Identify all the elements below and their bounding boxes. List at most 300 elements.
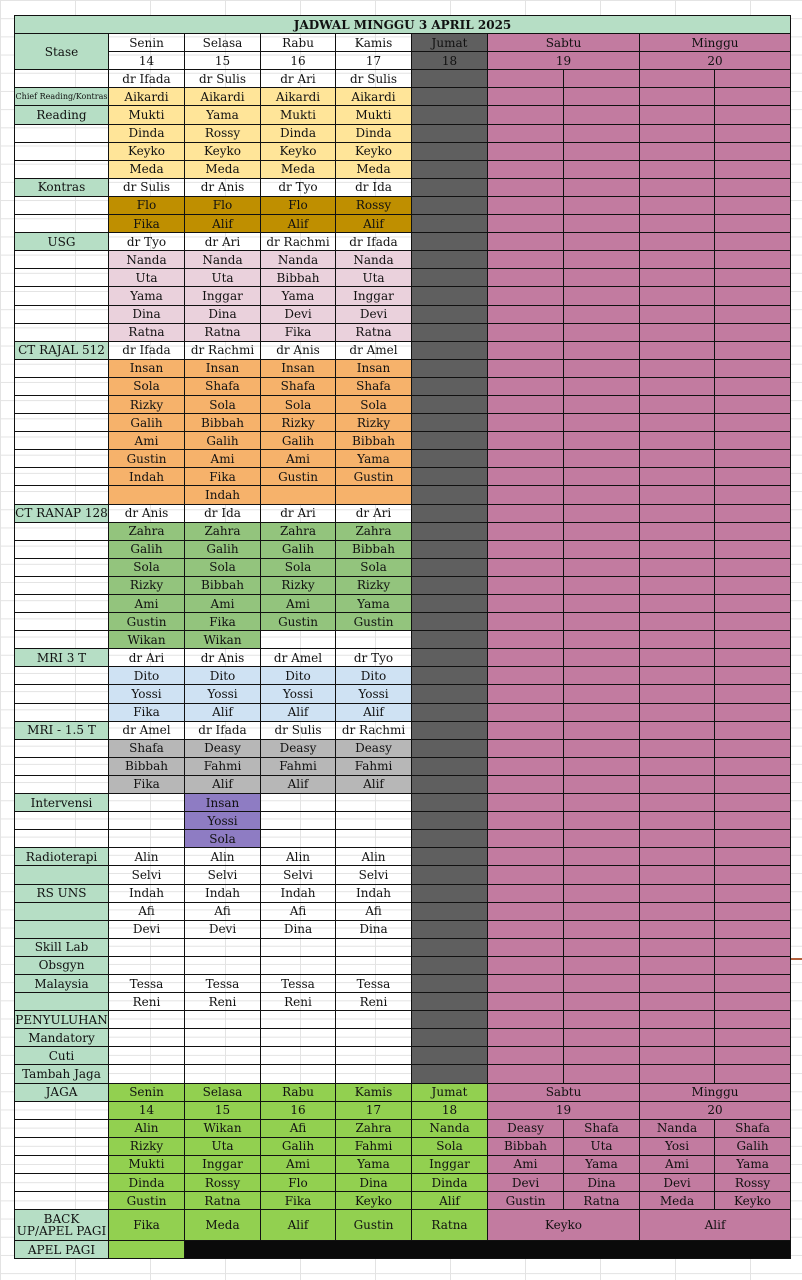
- resident-cell[interactable]: Alif: [185, 703, 261, 721]
- sabtu-cell-b[interactable]: [564, 305, 640, 323]
- minggu-cell-b[interactable]: [715, 522, 791, 540]
- minggu-cell-b[interactable]: [715, 251, 791, 269]
- empty-cell[interactable]: [185, 956, 261, 974]
- minggu-cell-a[interactable]: [640, 993, 715, 1011]
- station-label-empty[interactable]: [15, 540, 109, 558]
- station-label-empty[interactable]: [15, 613, 109, 631]
- apel-black-bar[interactable]: [185, 1241, 791, 1259]
- resident-cell[interactable]: Devi: [261, 305, 336, 323]
- minggu-cell-b[interactable]: [715, 215, 791, 233]
- sabtu-cell-a[interactable]: [488, 993, 564, 1011]
- resident-cell[interactable]: Indah: [109, 884, 185, 902]
- empty-cell[interactable]: [261, 1047, 336, 1065]
- empty-cell[interactable]: [336, 1047, 412, 1065]
- jaga-cell[interactable]: Yama: [564, 1155, 640, 1173]
- resident-cell[interactable]: Dito: [109, 667, 185, 685]
- minggu-cell-a[interactable]: [640, 866, 715, 884]
- minggu-cell-b[interactable]: [715, 88, 791, 106]
- station-label-empty[interactable]: [15, 196, 109, 214]
- sabtu-cell-a[interactable]: [488, 1065, 564, 1083]
- doctor-cell[interactable]: dr Ifada: [109, 341, 185, 359]
- resident-cell[interactable]: Sola: [185, 395, 261, 413]
- minggu-cell-b[interactable]: [715, 902, 791, 920]
- resident-cell[interactable]: Gustin: [336, 613, 412, 631]
- doctor-cell[interactable]: dr Anis: [261, 341, 336, 359]
- minggu-cell-a[interactable]: [640, 667, 715, 685]
- jaga-cell[interactable]: Alin: [109, 1119, 185, 1137]
- usg-label[interactable]: USG: [15, 233, 109, 251]
- jumat-cell[interactable]: [412, 359, 488, 377]
- station-label-empty[interactable]: [15, 595, 109, 613]
- minggu-cell-a[interactable]: [640, 341, 715, 359]
- resident-cell[interactable]: Galih: [109, 414, 185, 432]
- jumat-cell[interactable]: [412, 88, 488, 106]
- jumat-cell[interactable]: [412, 902, 488, 920]
- jumat-cell[interactable]: [412, 305, 488, 323]
- resident-cell[interactable]: Ratna: [185, 323, 261, 341]
- minggu-cell-b[interactable]: [715, 757, 791, 775]
- jaga-cell[interactable]: Keyko: [336, 1192, 412, 1210]
- resident-cell[interactable]: Zahra: [261, 522, 336, 540]
- resident-cell[interactable]: Ratna: [336, 323, 412, 341]
- doctor-cell[interactable]: dr Ari: [109, 649, 185, 667]
- station-label-empty[interactable]: [15, 631, 109, 649]
- jumat-cell[interactable]: [412, 794, 488, 812]
- resident-cell[interactable]: Dito: [185, 667, 261, 685]
- resident-cell[interactable]: Sola: [185, 830, 261, 848]
- sabtu-cell-a[interactable]: [488, 468, 564, 486]
- resident-cell[interactable]: Yossi: [109, 685, 185, 703]
- station-label-empty[interactable]: [15, 432, 109, 450]
- minggu-cell-a[interactable]: [640, 649, 715, 667]
- resident-cell[interactable]: Alif: [336, 703, 412, 721]
- sabtu-cell-b[interactable]: [564, 848, 640, 866]
- jumat-cell[interactable]: [412, 196, 488, 214]
- jaga-cell[interactable]: Ratna: [185, 1192, 261, 1210]
- resident-cell[interactable]: Rossy: [185, 124, 261, 142]
- resident-cell[interactable]: Insan: [261, 359, 336, 377]
- empty-cell[interactable]: [336, 938, 412, 956]
- resident-cell[interactable]: Yama: [109, 287, 185, 305]
- kontras-label[interactable]: Kontras: [15, 178, 109, 196]
- resident-cell[interactable]: Insan: [185, 359, 261, 377]
- jumat-cell[interactable]: [412, 468, 488, 486]
- jaga-cell[interactable]: Wikan: [185, 1119, 261, 1137]
- resident-cell[interactable]: Alin: [185, 848, 261, 866]
- minggu-cell-b[interactable]: [715, 558, 791, 576]
- minggu-cell-a[interactable]: [640, 703, 715, 721]
- resident-cell[interactable]: Gustin: [336, 468, 412, 486]
- sabtu-cell-a[interactable]: [488, 540, 564, 558]
- sabtu-cell-a[interactable]: [488, 377, 564, 395]
- resident-cell[interactable]: Dina: [109, 305, 185, 323]
- jumat-cell[interactable]: [412, 775, 488, 793]
- jaga-cell[interactable]: Keyko: [715, 1192, 791, 1210]
- minggu-cell-a[interactable]: [640, 1011, 715, 1029]
- day-header-minggu[interactable]: Minggu: [640, 34, 791, 52]
- minggu-cell-b[interactable]: [715, 1011, 791, 1029]
- resident-cell[interactable]: Galih: [185, 432, 261, 450]
- sabtu-cell-a[interactable]: [488, 215, 564, 233]
- resident-cell[interactable]: Zahra: [185, 522, 261, 540]
- resident-cell[interactable]: Ami: [261, 595, 336, 613]
- sabtu-cell-b[interactable]: [564, 739, 640, 757]
- resident-cell[interactable]: Ami: [185, 450, 261, 468]
- sabtu-cell-b[interactable]: [564, 830, 640, 848]
- empty-cell[interactable]: [109, 1029, 185, 1047]
- empty-cell[interactable]: [109, 794, 185, 812]
- sabtu-cell-a[interactable]: [488, 178, 564, 196]
- minggu-cell-b[interactable]: [715, 1065, 791, 1083]
- sabtu-cell-b[interactable]: [564, 920, 640, 938]
- jaga-day-header[interactable]: Kamis: [336, 1083, 412, 1101]
- sabtu-cell-a[interactable]: [488, 414, 564, 432]
- date-header-sabtu[interactable]: 19: [488, 52, 640, 70]
- resident-cell[interactable]: [261, 631, 336, 649]
- station-label-empty[interactable]: [15, 215, 109, 233]
- jumat-cell[interactable]: [412, 486, 488, 504]
- resident-cell[interactable]: Dinda: [109, 124, 185, 142]
- jumat-cell[interactable]: [412, 233, 488, 251]
- jumat-cell[interactable]: [412, 848, 488, 866]
- rsuns-label[interactable]: RS UNS: [15, 884, 109, 902]
- jumat-cell[interactable]: [412, 432, 488, 450]
- resident-cell[interactable]: Bibbah: [336, 432, 412, 450]
- resident-cell[interactable]: Uta: [336, 269, 412, 287]
- jaga-cell[interactable]: Dina: [336, 1174, 412, 1192]
- minggu-cell-a[interactable]: [640, 287, 715, 305]
- sabtu-cell-a[interactable]: [488, 812, 564, 830]
- minggu-cell-a[interactable]: [640, 305, 715, 323]
- resident-cell[interactable]: Uta: [185, 269, 261, 287]
- jaga-day-header[interactable]: Selasa: [185, 1083, 261, 1101]
- backup-label[interactable]: BACK UP/APEL PAGI: [15, 1210, 109, 1241]
- resident-cell[interactable]: Fika: [109, 775, 185, 793]
- doctor-cell[interactable]: dr Ari: [261, 504, 336, 522]
- sabtu-cell-b[interactable]: [564, 938, 640, 956]
- sabtu-cell-a[interactable]: [488, 88, 564, 106]
- resident-cell[interactable]: Sola: [261, 395, 336, 413]
- jaga-cell[interactable]: Fika: [261, 1192, 336, 1210]
- jumat-cell[interactable]: [412, 576, 488, 594]
- jaga-cell[interactable]: Ami: [640, 1155, 715, 1173]
- jumat-cell[interactable]: [412, 215, 488, 233]
- resident-cell[interactable]: Afi: [336, 902, 412, 920]
- jaga-cell[interactable]: Yosi: [640, 1137, 715, 1155]
- resident-cell[interactable]: Flo: [261, 196, 336, 214]
- sabtu-cell-a[interactable]: [488, 160, 564, 178]
- resident-cell[interactable]: Insan: [109, 359, 185, 377]
- resident-cell[interactable]: Galih: [261, 540, 336, 558]
- resident-cell[interactable]: Aikardi: [185, 88, 261, 106]
- resident-cell[interactable]: Rossy: [336, 196, 412, 214]
- jaga-cell[interactable]: Nanda: [412, 1119, 488, 1137]
- minggu-cell-a[interactable]: [640, 124, 715, 142]
- intervensi-label[interactable]: Intervensi: [15, 794, 109, 812]
- resident-cell[interactable]: Alin: [336, 848, 412, 866]
- resident-cell[interactable]: Fahmi: [336, 757, 412, 775]
- resident-cell[interactable]: [109, 486, 185, 504]
- jumat-cell[interactable]: [412, 1029, 488, 1047]
- minggu-cell-b[interactable]: [715, 649, 791, 667]
- empty-cell[interactable]: [336, 1029, 412, 1047]
- sabtu-cell-a[interactable]: [488, 884, 564, 902]
- sabtu-cell-b[interactable]: [564, 196, 640, 214]
- doctor-cell[interactable]: dr Sulis: [185, 70, 261, 88]
- date-header[interactable]: 14: [109, 52, 185, 70]
- minggu-cell-b[interactable]: [715, 613, 791, 631]
- jumat-cell[interactable]: [412, 178, 488, 196]
- empty-cell[interactable]: [336, 830, 412, 848]
- jumat-cell[interactable]: [412, 414, 488, 432]
- sabtu-cell-b[interactable]: [564, 902, 640, 920]
- sabtu-cell-a[interactable]: [488, 1011, 564, 1029]
- jaga-cell[interactable]: Zahra: [336, 1119, 412, 1137]
- minggu-cell-b[interactable]: [715, 595, 791, 613]
- station-label-empty[interactable]: [15, 468, 109, 486]
- jumat-cell[interactable]: [412, 124, 488, 142]
- empty-cell[interactable]: [261, 938, 336, 956]
- empty-cell[interactable]: [261, 956, 336, 974]
- station-label-empty[interactable]: [15, 920, 109, 938]
- station-label-empty[interactable]: [15, 395, 109, 413]
- sabtu-cell-a[interactable]: [488, 287, 564, 305]
- resident-cell[interactable]: Yama: [185, 106, 261, 124]
- sabtu-cell-b[interactable]: [564, 558, 640, 576]
- jaga-date-header[interactable]: 15: [185, 1101, 261, 1119]
- empty-cell[interactable]: [261, 830, 336, 848]
- sabtu-cell-b[interactable]: [564, 450, 640, 468]
- empty-cell[interactable]: [109, 956, 185, 974]
- resident-cell[interactable]: Selvi: [336, 866, 412, 884]
- station-label-empty[interactable]: [15, 414, 109, 432]
- resident-cell[interactable]: Nanda: [185, 251, 261, 269]
- jaga-cell[interactable]: Devi: [488, 1174, 564, 1192]
- sabtu-cell-a[interactable]: [488, 486, 564, 504]
- jaga-cell[interactable]: Sola: [412, 1137, 488, 1155]
- ct_ranap-label[interactable]: CT RANAP 128: [15, 504, 109, 522]
- sabtu-cell-b[interactable]: [564, 70, 640, 88]
- reading-label[interactable]: Reading: [15, 106, 109, 124]
- resident-cell[interactable]: Reni: [336, 993, 412, 1011]
- minggu-cell-a[interactable]: [640, 920, 715, 938]
- station-label-empty[interactable]: [15, 775, 109, 793]
- minggu-cell-a[interactable]: [640, 1047, 715, 1065]
- backup-cell[interactable]: Gustin: [336, 1210, 412, 1241]
- resident-cell[interactable]: Devi: [109, 920, 185, 938]
- sabtu-cell-b[interactable]: [564, 631, 640, 649]
- jaga-cell[interactable]: Gustin: [488, 1192, 564, 1210]
- resident-cell[interactable]: Sola: [109, 558, 185, 576]
- sabtu-cell-b[interactable]: [564, 1011, 640, 1029]
- station-label-empty[interactable]: [15, 70, 109, 88]
- resident-cell[interactable]: Rizky: [261, 414, 336, 432]
- minggu-cell-b[interactable]: [715, 196, 791, 214]
- minggu-cell-a[interactable]: [640, 395, 715, 413]
- jaga-cell[interactable]: Mukti: [109, 1155, 185, 1173]
- sabtu-cell-b[interactable]: [564, 395, 640, 413]
- station-label-empty[interactable]: [15, 142, 109, 160]
- jumat-cell[interactable]: [412, 739, 488, 757]
- station-label-empty[interactable]: [15, 160, 109, 178]
- station-label-empty[interactable]: [15, 739, 109, 757]
- sabtu-cell-b[interactable]: [564, 377, 640, 395]
- empty-cell[interactable]: [109, 830, 185, 848]
- station-label-empty[interactable]: [15, 1192, 109, 1210]
- minggu-cell-b[interactable]: [715, 305, 791, 323]
- sabtu-cell-b[interactable]: [564, 884, 640, 902]
- sabtu-cell-a[interactable]: [488, 341, 564, 359]
- sabtu-cell-a[interactable]: [488, 142, 564, 160]
- jumat-cell[interactable]: [412, 721, 488, 739]
- sabtu-cell-b[interactable]: [564, 1047, 640, 1065]
- resident-cell[interactable]: Selvi: [261, 866, 336, 884]
- empty-cell[interactable]: [109, 812, 185, 830]
- minggu-cell-b[interactable]: [715, 685, 791, 703]
- minggu-cell-b[interactable]: [715, 106, 791, 124]
- sabtu-cell-b[interactable]: [564, 124, 640, 142]
- resident-cell[interactable]: Fika: [109, 215, 185, 233]
- sabtu-cell-a[interactable]: [488, 595, 564, 613]
- jaga-cell[interactable]: Devi: [640, 1174, 715, 1192]
- empty-cell[interactable]: [336, 1011, 412, 1029]
- minggu-cell-b[interactable]: [715, 486, 791, 504]
- station-label-empty[interactable]: [15, 124, 109, 142]
- minggu-cell-b[interactable]: [715, 703, 791, 721]
- minggu-cell-b[interactable]: [715, 974, 791, 992]
- sabtu-cell-a[interactable]: [488, 757, 564, 775]
- station-label-empty[interactable]: [15, 377, 109, 395]
- sabtu-cell-a[interactable]: [488, 920, 564, 938]
- sabtu-cell-a[interactable]: [488, 703, 564, 721]
- jumat-cell[interactable]: [412, 938, 488, 956]
- resident-cell[interactable]: Shafa: [185, 377, 261, 395]
- resident-cell[interactable]: Selvi: [185, 866, 261, 884]
- station-label-empty[interactable]: [15, 1174, 109, 1192]
- minggu-cell-b[interactable]: [715, 631, 791, 649]
- jaga-cell[interactable]: Inggar: [185, 1155, 261, 1173]
- minggu-cell-a[interactable]: [640, 106, 715, 124]
- jaga-day-header[interactable]: Senin: [109, 1083, 185, 1101]
- sabtu-cell-a[interactable]: [488, 233, 564, 251]
- minggu-cell-b[interactable]: [715, 956, 791, 974]
- sabtu-cell-b[interactable]: [564, 522, 640, 540]
- day-header[interactable]: Selasa: [185, 34, 261, 52]
- resident-cell[interactable]: Devi: [336, 305, 412, 323]
- day-header[interactable]: Senin: [109, 34, 185, 52]
- resident-cell[interactable]: Dinda: [261, 124, 336, 142]
- minggu-cell-a[interactable]: [640, 323, 715, 341]
- minggu-cell-b[interactable]: [715, 938, 791, 956]
- sabtu-cell-b[interactable]: [564, 359, 640, 377]
- sabtu-cell-b[interactable]: [564, 88, 640, 106]
- jaga-cell[interactable]: Dinda: [412, 1174, 488, 1192]
- station-label-empty[interactable]: [15, 685, 109, 703]
- jaga-cell[interactable]: Ami: [261, 1155, 336, 1173]
- resident-cell[interactable]: Alif: [261, 215, 336, 233]
- minggu-cell-b[interactable]: [715, 377, 791, 395]
- empty-cell[interactable]: [185, 1029, 261, 1047]
- date-header[interactable]: 17: [336, 52, 412, 70]
- resident-cell[interactable]: Gustin: [261, 613, 336, 631]
- station-label-empty[interactable]: [15, 486, 109, 504]
- penyuluhan-label[interactable]: PENYULUHAN: [15, 1011, 109, 1029]
- resident-cell[interactable]: Uta: [109, 269, 185, 287]
- jaga-cell[interactable]: Galih: [261, 1137, 336, 1155]
- resident-cell[interactable]: Deasy: [185, 739, 261, 757]
- resident-cell[interactable]: Insan: [336, 359, 412, 377]
- jaga-day-header-minggu[interactable]: Minggu: [640, 1083, 791, 1101]
- minggu-cell-b[interactable]: [715, 1047, 791, 1065]
- sabtu-cell-a[interactable]: [488, 558, 564, 576]
- minggu-cell-b[interactable]: [715, 721, 791, 739]
- resident-cell[interactable]: Yama: [336, 450, 412, 468]
- jaga-cell[interactable]: Ratna: [564, 1192, 640, 1210]
- resident-cell[interactable]: Flo: [185, 196, 261, 214]
- apel-label[interactable]: APEL PAGI: [15, 1241, 109, 1259]
- doctor-cell[interactable]: dr Ari: [261, 70, 336, 88]
- empty-cell[interactable]: [336, 1065, 412, 1083]
- minggu-cell-a[interactable]: [640, 269, 715, 287]
- sabtu-cell-b[interactable]: [564, 974, 640, 992]
- sabtu-cell-b[interactable]: [564, 414, 640, 432]
- sabtu-cell-a[interactable]: [488, 576, 564, 594]
- resident-cell[interactable]: Meda: [261, 160, 336, 178]
- day-header[interactable]: Rabu: [261, 34, 336, 52]
- station-label-empty[interactable]: [15, 1119, 109, 1137]
- station-label-empty[interactable]: [15, 703, 109, 721]
- minggu-cell-a[interactable]: [640, 884, 715, 902]
- jaga-date-header[interactable]: 16: [261, 1101, 336, 1119]
- resident-cell[interactable]: [336, 486, 412, 504]
- jaga-cell[interactable]: Uta: [564, 1137, 640, 1155]
- resident-cell[interactable]: Bibbah: [336, 540, 412, 558]
- sabtu-cell-a[interactable]: [488, 667, 564, 685]
- resident-cell[interactable]: Devi: [185, 920, 261, 938]
- sabtu-cell-b[interactable]: [564, 794, 640, 812]
- sabtu-cell-a[interactable]: [488, 305, 564, 323]
- empty-cell[interactable]: [261, 812, 336, 830]
- station-label-empty[interactable]: [15, 359, 109, 377]
- jumat-cell[interactable]: [412, 595, 488, 613]
- sabtu-cell-b[interactable]: [564, 812, 640, 830]
- jumat-cell[interactable]: [412, 1065, 488, 1083]
- jaga-cell[interactable]: Nanda: [640, 1119, 715, 1137]
- resident-cell[interactable]: Afi: [261, 902, 336, 920]
- minggu-cell-a[interactable]: [640, 70, 715, 88]
- resident-cell[interactable]: Dina: [185, 305, 261, 323]
- minggu-cell-b[interactable]: [715, 576, 791, 594]
- resident-cell[interactable]: Dito: [336, 667, 412, 685]
- resident-cell[interactable]: Afi: [185, 902, 261, 920]
- sabtu-cell-a[interactable]: [488, 613, 564, 631]
- jaga-cell[interactable]: Rizky: [109, 1137, 185, 1155]
- resident-cell[interactable]: Bibbah: [109, 757, 185, 775]
- minggu-cell-b[interactable]: [715, 504, 791, 522]
- apel-cell[interactable]: [109, 1241, 185, 1259]
- doctor-cell[interactable]: dr Amel: [261, 649, 336, 667]
- jaga-cell[interactable]: Fahmi: [336, 1137, 412, 1155]
- sabtu-cell-a[interactable]: [488, 830, 564, 848]
- empty-cell[interactable]: [185, 1065, 261, 1083]
- resident-cell[interactable]: Indah: [109, 468, 185, 486]
- jumat-cell[interactable]: [412, 703, 488, 721]
- resident-cell[interactable]: Rizky: [261, 576, 336, 594]
- sabtu-cell-b[interactable]: [564, 993, 640, 1011]
- doctor-cell[interactable]: dr Rachmi: [185, 341, 261, 359]
- sabtu-cell-b[interactable]: [564, 667, 640, 685]
- station-label-empty[interactable]: [15, 269, 109, 287]
